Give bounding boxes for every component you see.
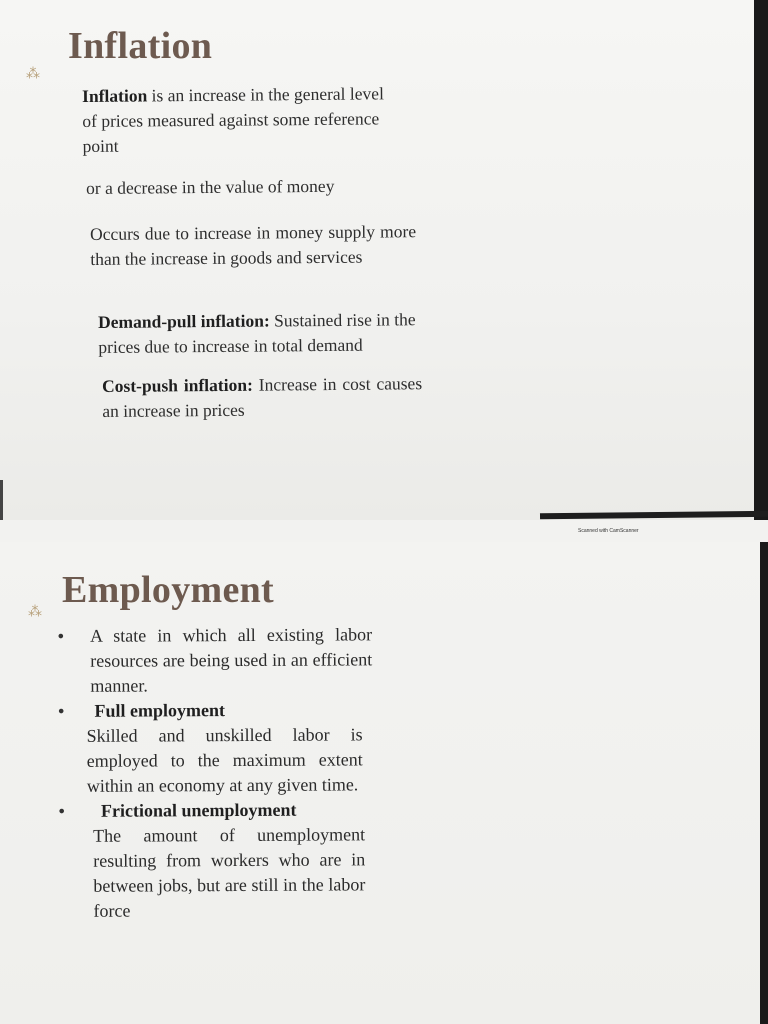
page-edge-shadow	[754, 0, 768, 520]
page-edge-shadow	[0, 480, 3, 520]
inflation-definition	[82, 81, 388, 159]
employment-title: Employment	[62, 569, 274, 611]
employment-list	[52, 622, 374, 924]
demand-pull-term: Demand-pull inflation:	[98, 310, 270, 332]
page-edge-shadow	[760, 542, 768, 1024]
scanner-watermark: Scanned with CamScanner	[578, 528, 639, 534]
pointer-mark-icon: ⁂	[26, 66, 40, 82]
list-item	[53, 797, 374, 924]
cost-push-text: Increase in cost causes an increase in prices	[102, 373, 423, 421]
list-item-text: Skilled and unskilled labor is employed to the maximum extent within an economy at any given time.	[86, 724, 363, 796]
list-item-heading: Full employment	[94, 700, 226, 721]
pointer-mark-icon: ⁂	[28, 604, 42, 620]
employment-page	[0, 542, 768, 1024]
demand-pull-text: Sustained rise in the prices due to increase in total demand	[98, 309, 416, 357]
demand-pull-inflation	[98, 307, 422, 360]
inflation-cause: Occurs due to increase in money supply more than the increase in goods and services	[90, 221, 417, 269]
list-item-text: A state in which all existing labor resources are being used in an efficient manner.	[90, 624, 373, 696]
list-item	[52, 697, 373, 799]
bullet-icon: •	[56, 801, 67, 821]
definition-term: Inflation	[82, 85, 148, 106]
list-item	[52, 622, 372, 699]
page-gap	[0, 520, 768, 542]
page-divider-line	[540, 511, 768, 519]
list-item-text: The amount of unemployment resulting from workers who are in between jobs, but are still in the labor force	[93, 824, 366, 921]
list-item-heading: Frictional unemployment	[100, 799, 297, 821]
inflation-title: Inflation	[68, 25, 213, 67]
bullet-icon: •	[56, 701, 66, 721]
cost-push-term: Cost-push inflation:	[102, 374, 253, 396]
definition-text: is an increase in the general level of prices measured against some reference point	[82, 83, 384, 156]
bullet-icon: •	[56, 626, 66, 646]
cost-push-inflation	[102, 371, 422, 424]
inflation-alt-definition: or a decrease in the value of money	[86, 175, 335, 198]
